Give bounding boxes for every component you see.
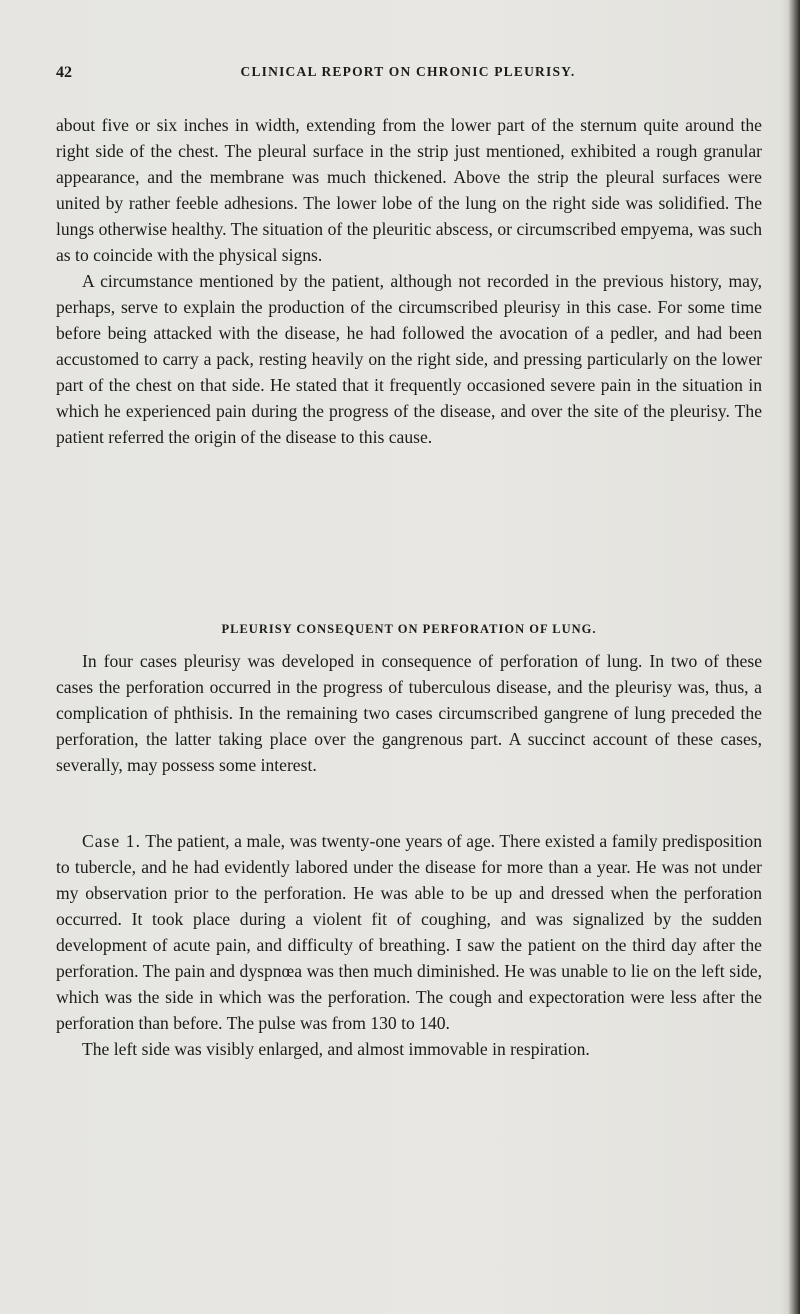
text-block-case [56, 828, 762, 1062]
case-label: Case 1. [82, 831, 141, 851]
text-block-perforation [56, 648, 762, 778]
running-head: CLINICAL REPORT ON CHRONIC PLEURISY. [240, 64, 576, 79]
section-heading: PLEURISY CONSEQUENT ON PERFORATION OF LUNG. [221, 622, 597, 636]
paragraph-case-1 [56, 828, 762, 1036]
page-edge-shadow [780, 0, 800, 1314]
page-number: 42 [56, 64, 72, 81]
paragraph-left-side: The left side was visibly enlarged, and almost immovable in respiration. [82, 1039, 590, 1059]
case-1-text: The patient, a male, was twenty-one years of age. There existed a family predisposition to tubercle, and he had evidently labored under the disease for more than a year. He was not under my observation prior to the perforation. He was able to be up and dressed when the perforation occurred. It took place during a violent fit of coughing, and was signalized by the sudden development of acute pain, and difficulty of breathing. I saw the patient on the third day after the perforation. The pain and dyspnœa was then much diminished. He was unable to lie on the left side, which was the side in which was the perforation. The cough and expectoration were less after the perforation than before. The pulse was from 130 to 140. [56, 831, 762, 1033]
paragraph-circumstance: A circumstance mentioned by the patient, although not recorded in the previous history, may, perhaps, serve to explain the production of the circumscribed pleurisy in this case. For some time before being attacked with the disease, he had followed the avocation of a pedler, and had been accustomed to carry a pack, resting heavily on the right side, and pressing particularly on the lower part of the chest on that side. He stated that it frequently occasioned severe pain in the situation in which he experienced pain during the progress of the disease, and over the site of the pleurisy. The patient referred the origin of the disease to this cause. [56, 271, 762, 447]
paragraph-continuation: about five or six inches in width, extending from the lower part of the sternum quite around the right side of the chest. The pleural surface in the strip just mentioned, exhibited a rough granular appearance, and the membrane was much thickened. Above the strip the pleural surfaces were united by rather feeble adhesions. The lower lobe of the lung on the right side was solidified. The lungs otherwise healthy. The situation of the pleuritic abscess, or circumscribed empyema, was such as to coincide with the physical signs. [56, 115, 762, 265]
paragraph-four-cases: In four cases pleurisy was developed in consequence of perforation of lung. In two of these cases the perforation occurred in the progress of tuberculous disease, and the pleurisy was, thus, a complication of phthisis. In the remaining two cases circumscribed gangrene of lung preceded the perforation, the latter taking place over the gangrenous part. A succinct account of these cases, severally, may possess some interest. [56, 651, 762, 775]
page-header [56, 64, 760, 88]
text-block-top [56, 112, 762, 450]
